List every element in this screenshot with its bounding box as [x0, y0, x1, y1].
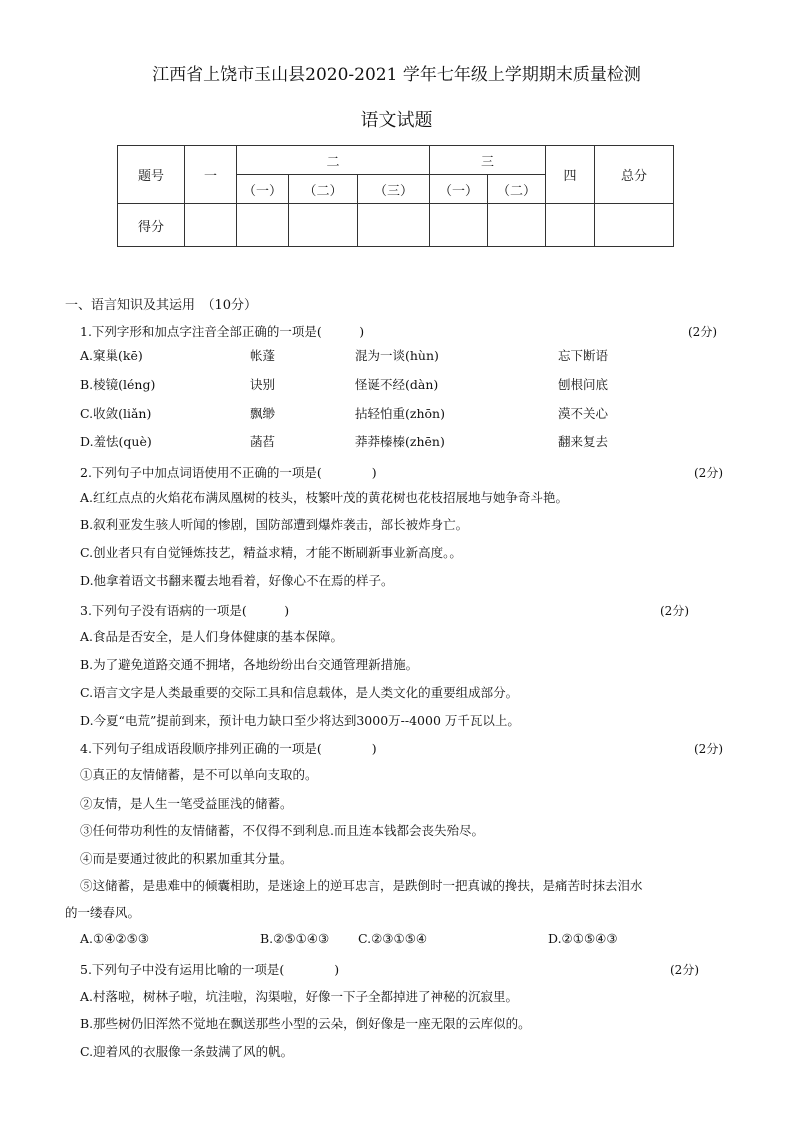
option-c: C.创业者只有自觉锤炼技艺，精益求精，才能不断刷新事业新高度。。: [80, 545, 462, 560]
option-b: B.叙利亚发生骇人听闻的惨剧，国防部遭到爆炸袭击，部长被炸身亡。: [80, 517, 469, 532]
sentence-5-continued: 的一缕春风。: [65, 905, 141, 920]
option-a: A.食品是否安全，是人们身体健康的基本保障。: [80, 629, 344, 644]
option-c: C.②③①⑤④: [358, 931, 428, 946]
header-total: 总分: [595, 146, 674, 204]
option-b-word1: B.棱镜(léng): [80, 377, 156, 392]
score-cell[interactable]: [358, 204, 430, 247]
option-a: A.村落啦，树林子啦，坑洼啦，沟渠啦，好像一下子全都掉进了神秘的沉寂里。: [80, 989, 519, 1004]
score-cell[interactable]: [595, 204, 674, 247]
header-part-one: 一: [185, 146, 237, 204]
question-points: (2分): [688, 325, 717, 339]
option-d: D.②①⑤④③: [548, 931, 618, 946]
score-table: [117, 145, 674, 247]
score-cell[interactable]: [546, 204, 595, 247]
option-d-word4: 翻来复去: [558, 434, 609, 449]
option-a-word2: 帐蓬: [250, 348, 276, 363]
score-cell[interactable]: [185, 204, 237, 247]
score-row-label: 得分: [118, 204, 185, 247]
question-stem: 2.下列句子中加点词语使用不正确的一项是( ): [80, 465, 377, 480]
option-a: A.红红点点的火焰花布满凤凰树的枝头，枝繁叶茂的黄花树也花枝招展地与她争奇斗艳。: [80, 490, 569, 505]
option-c-word2: 飘缈: [250, 406, 276, 421]
question-points: (2分): [660, 604, 689, 618]
sentence-2: ②友情，是人生一笔受益匪浅的储蓄。: [80, 796, 293, 811]
exam-title: 江西省上饶市玉山县2020-2021 学年七年级上学期期末质量检测: [152, 65, 641, 85]
option-d: D.今夏“电荒”提前到来，预计电力缺口至少将达到3000万--4000 万千瓦以上。: [80, 713, 520, 728]
option-c-word3: 拈轻怕重(zhōn): [355, 406, 445, 421]
question-points: (2分): [694, 466, 723, 480]
option-b-word2: 诀别: [250, 377, 276, 392]
option-c-word1: C.收敛(liǎn): [80, 406, 152, 421]
option-b: B.②⑤①④③: [260, 931, 330, 946]
header-part-three: 三: [430, 146, 546, 175]
sub-header: （三）: [358, 175, 430, 204]
score-cell[interactable]: [430, 204, 488, 247]
score-cell[interactable]: [289, 204, 358, 247]
option-a-word1: A.窠巢(kē): [80, 348, 143, 363]
option-c: C.迎着风的衣服像一条鼓满了风的帆。: [80, 1044, 294, 1059]
sentence-1: ①真正的友情储蓄，是不可以单向支取的。: [80, 767, 318, 782]
question-stem: 5.下列句子中没有运用比喻的一项是( ): [80, 962, 340, 977]
sentence-3: ③任何带功利性的友情储蓄，不仅得不到利息.而且连本钱都会丧失殆尽。: [80, 823, 484, 838]
option-d-word2: 菡萏: [250, 434, 276, 449]
sentence-5: ⑤这储蓄，是患难中的倾囊相助，是迷途上的逆耳忠言，是跌倒时一把真诚的搀扶，是痛苦时抹去泪水: [80, 878, 643, 893]
question-points: (2分): [694, 742, 723, 756]
exam-subtitle: 语文试题: [360, 110, 433, 131]
option-b: B.那些树仍旧浑然不觉地在飘送那些小型的云朵，倒好像是一座无限的云库似的。: [80, 1016, 531, 1031]
question-points: (2分): [670, 963, 699, 977]
sentence-4: ④而是要通过彼此的积累加重其分量。: [80, 851, 293, 866]
option-d-word1: D.羞怯(què): [80, 434, 152, 449]
option-c: C.语言文字是人类最重要的交际工具和信息载体，是人类文化的重要组成部分。: [80, 685, 519, 700]
option-d-word3: 莽莽榛榛(zhēn): [355, 434, 445, 449]
score-cell[interactable]: [488, 204, 546, 247]
question-stem: 4.下列句子组成语段顺序排列正确的一项是( ): [80, 741, 377, 756]
option-b: B.为了避免道路交通不拥堵，各地纷纷出台交通管理新措施。: [80, 657, 419, 672]
option-b-word3: 怪诞不经(dàn): [355, 377, 439, 392]
option-c-word4: 漠不关心: [558, 406, 609, 421]
header-part-two: 二: [237, 146, 430, 175]
score-cell[interactable]: [237, 204, 289, 247]
option-d: D.他拿着语文书翻来覆去地看着，好像心不在焉的样子。: [80, 573, 394, 588]
sub-header: （一）: [237, 175, 289, 204]
sub-header: （一）: [430, 175, 488, 204]
question-stem: 3.下列句子没有语病的一项是( ): [80, 603, 290, 618]
option-b-word4: 刨根问底: [558, 377, 609, 392]
question-stem: 1.下列字形和加点字注音全部正确的一项是( ): [80, 324, 365, 339]
sub-header: （二）: [289, 175, 358, 204]
header-question-number: 题号: [118, 146, 185, 204]
section-heading: 一、语言知识及其运用 （10分）: [65, 298, 258, 313]
header-part-four: 四: [546, 146, 595, 204]
option-a-word4: 忘下断语: [558, 348, 609, 363]
option-a-word3: 混为一谈(hùn): [355, 348, 439, 363]
option-a: A.①④②⑤③: [80, 931, 150, 946]
sub-header: （二）: [488, 175, 546, 204]
